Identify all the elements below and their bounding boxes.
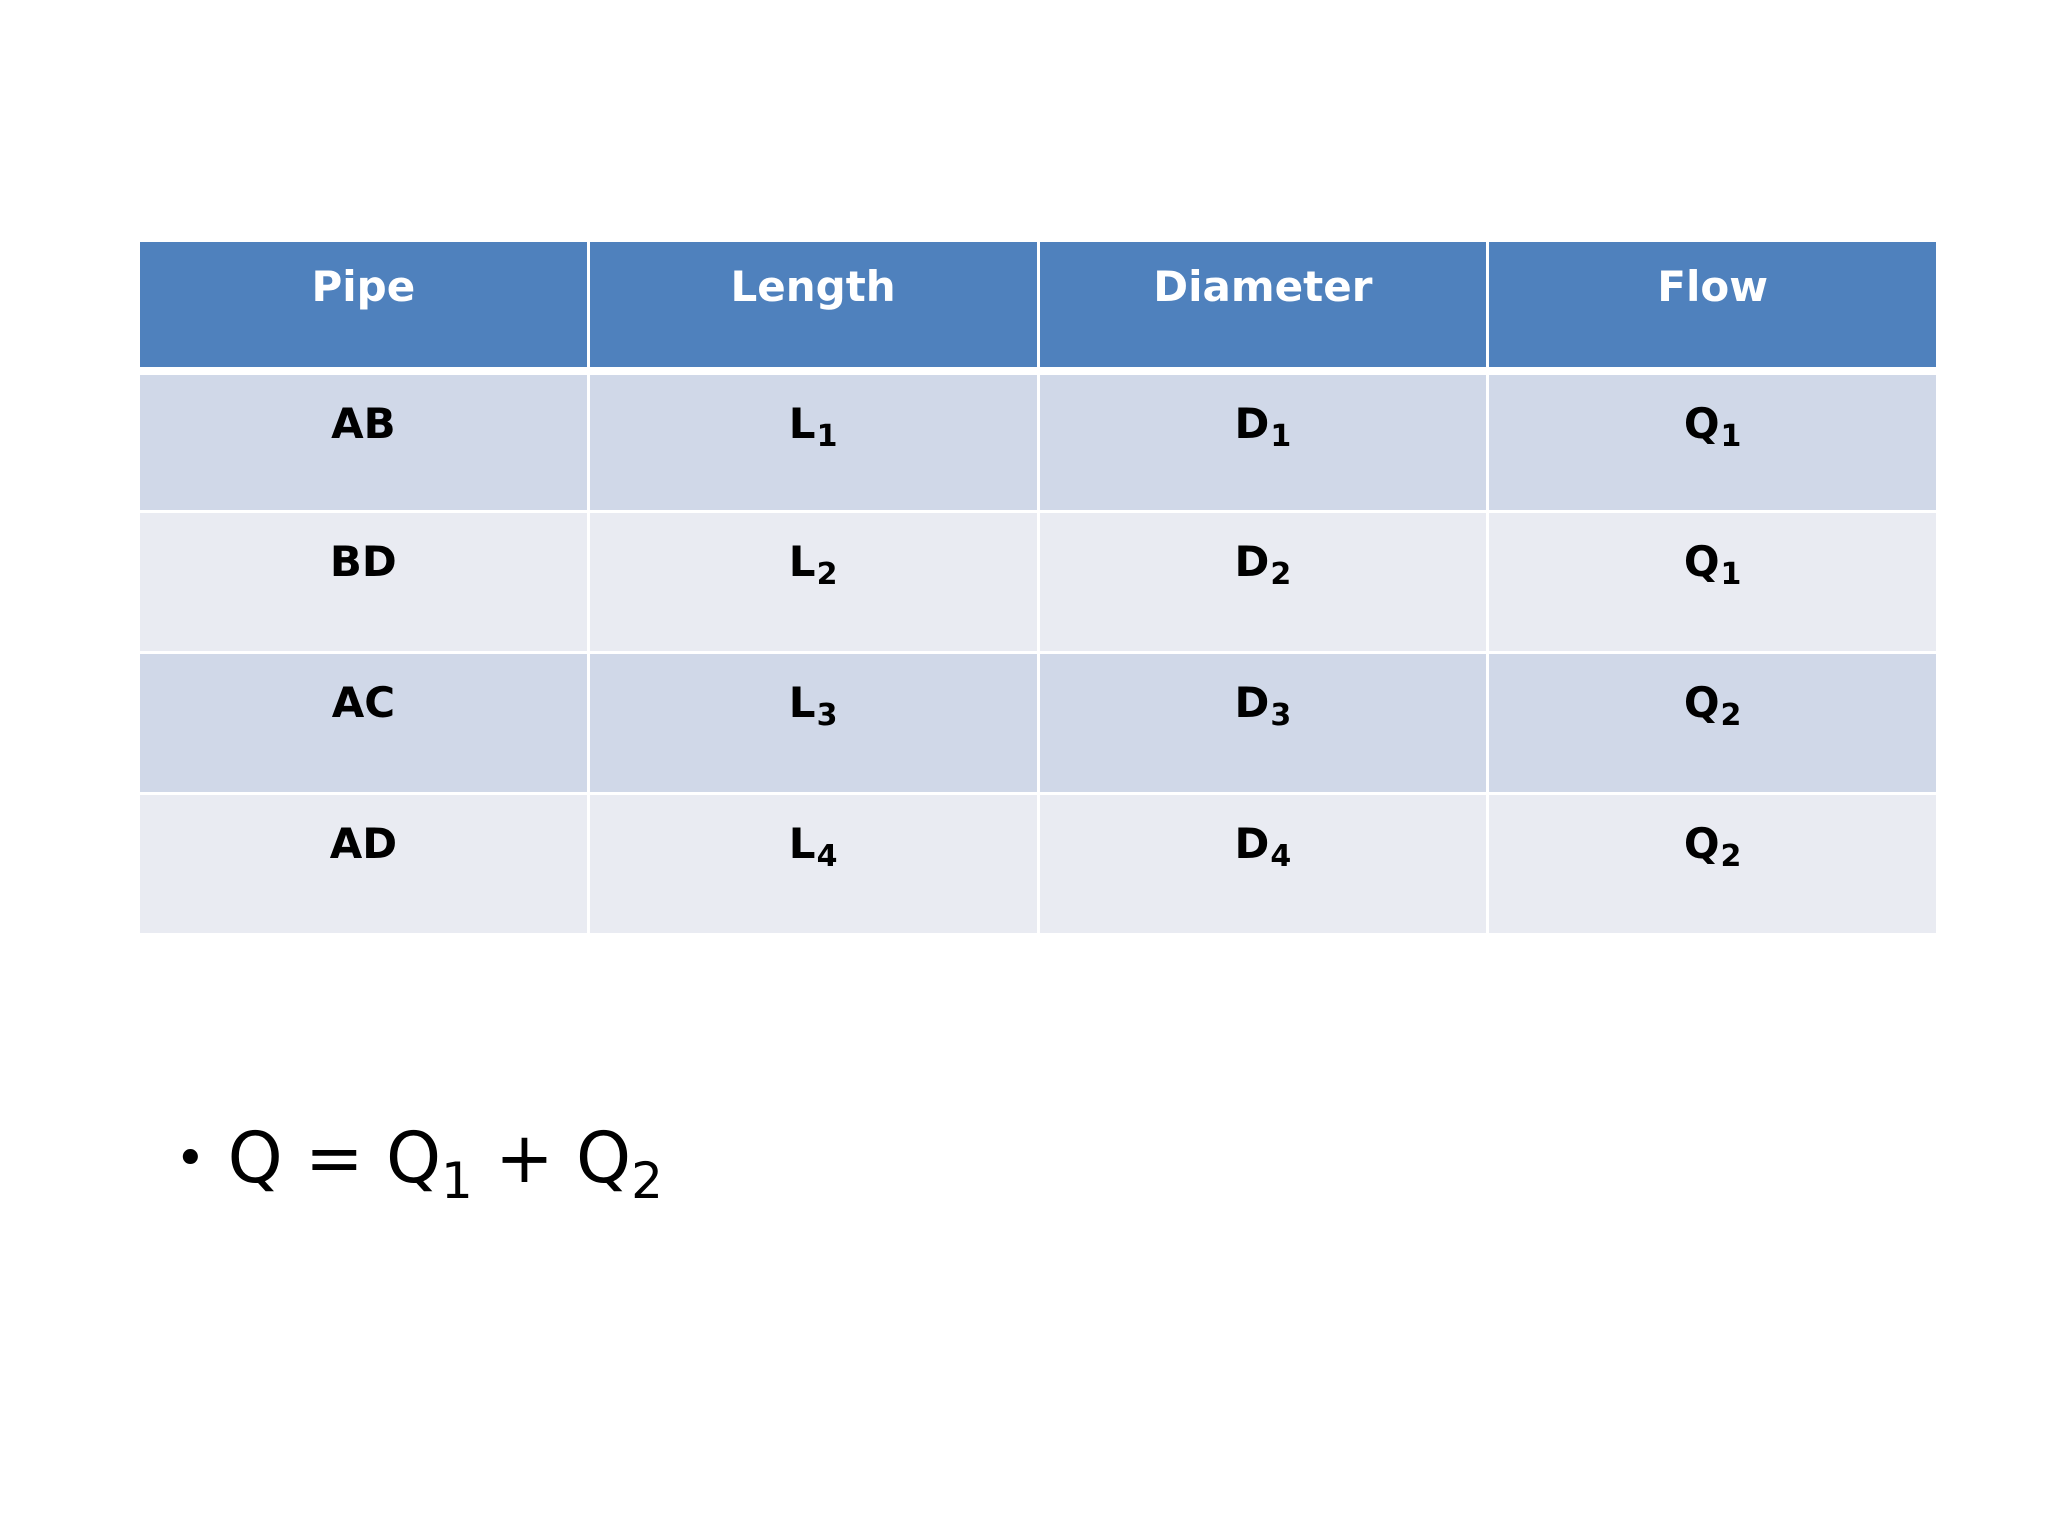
equation-term1-subscript: 1 bbox=[441, 1152, 473, 1210]
cell-length-text: L bbox=[788, 819, 816, 868]
cell-flow bbox=[1488, 653, 1938, 794]
cell-flow bbox=[1488, 794, 1938, 935]
equation-equals: = bbox=[282, 1117, 386, 1199]
cell-flow-subscript: 2 bbox=[1720, 698, 1742, 733]
cell-length-text: L bbox=[788, 537, 816, 586]
cell-length bbox=[588, 512, 1038, 653]
table-row bbox=[139, 371, 1938, 512]
cell-length bbox=[588, 653, 1038, 794]
cell-diameter-text: D bbox=[1234, 537, 1270, 586]
cell-diameter-text: D bbox=[1234, 819, 1270, 868]
cell-length-subscript: 2 bbox=[816, 557, 838, 592]
cell-flow-subscript: 1 bbox=[1720, 557, 1742, 592]
cell-diameter-subscript: 4 bbox=[1270, 839, 1292, 874]
cell-length-subscript: 4 bbox=[816, 839, 838, 874]
table-header bbox=[139, 241, 1938, 371]
cell-length-text: L bbox=[788, 398, 816, 448]
pipe-table bbox=[137, 239, 1939, 936]
equation-plus: + bbox=[472, 1117, 577, 1199]
cell-diameter-text: D bbox=[1234, 398, 1270, 448]
cell-flow-text: Q bbox=[1683, 819, 1720, 868]
cell-pipe bbox=[139, 371, 589, 512]
table-row bbox=[139, 653, 1938, 794]
cell-length bbox=[588, 794, 1038, 935]
equation-term2-subscript: 2 bbox=[631, 1152, 663, 1210]
header-row bbox=[139, 241, 1938, 371]
cell-pipe-text: AB bbox=[331, 398, 396, 448]
cell-diameter bbox=[1038, 794, 1488, 935]
cell-pipe-text: BD bbox=[329, 537, 397, 586]
cell-flow-text: Q bbox=[1683, 398, 1720, 448]
cell-diameter-subscript: 2 bbox=[1270, 557, 1292, 592]
header-length: Length bbox=[588, 241, 1038, 371]
cell-length bbox=[588, 371, 1038, 512]
cell-flow bbox=[1488, 512, 1938, 653]
cell-length-subscript: 3 bbox=[816, 698, 838, 733]
header-flow: Flow bbox=[1488, 241, 1938, 371]
cell-diameter bbox=[1038, 653, 1488, 794]
cell-diameter bbox=[1038, 512, 1488, 653]
bullet-dot-icon: • bbox=[175, 1129, 206, 1189]
cell-length-text: L bbox=[788, 678, 816, 727]
cell-length-subscript: 1 bbox=[816, 418, 838, 454]
cell-diameter-subscript: 1 bbox=[1270, 418, 1292, 454]
cell-diameter-text: D bbox=[1234, 678, 1270, 727]
cell-pipe bbox=[139, 512, 589, 653]
equation-term2: Q bbox=[576, 1117, 632, 1199]
cell-flow-text: Q bbox=[1683, 537, 1720, 586]
header-diameter: Diameter bbox=[1038, 241, 1488, 371]
cell-pipe bbox=[139, 794, 589, 935]
flow-equation-bullet bbox=[175, 1117, 663, 1210]
table-body bbox=[139, 371, 1938, 935]
cell-diameter bbox=[1038, 371, 1488, 512]
cell-diameter-subscript: 3 bbox=[1270, 698, 1292, 733]
cell-flow-text: Q bbox=[1683, 678, 1720, 727]
cell-pipe bbox=[139, 653, 589, 794]
header-pipe: Pipe bbox=[139, 241, 589, 371]
cell-flow bbox=[1488, 371, 1938, 512]
table-row bbox=[139, 512, 1938, 653]
equation-term1: Q bbox=[385, 1117, 442, 1199]
cell-pipe-text: AD bbox=[329, 819, 398, 868]
cell-pipe-text: AC bbox=[331, 678, 396, 727]
table-row bbox=[139, 794, 1938, 935]
cell-flow-subscript: 2 bbox=[1720, 839, 1742, 874]
equation-lhs: Q bbox=[227, 1117, 283, 1199]
cell-flow-subscript: 1 bbox=[1720, 418, 1742, 454]
